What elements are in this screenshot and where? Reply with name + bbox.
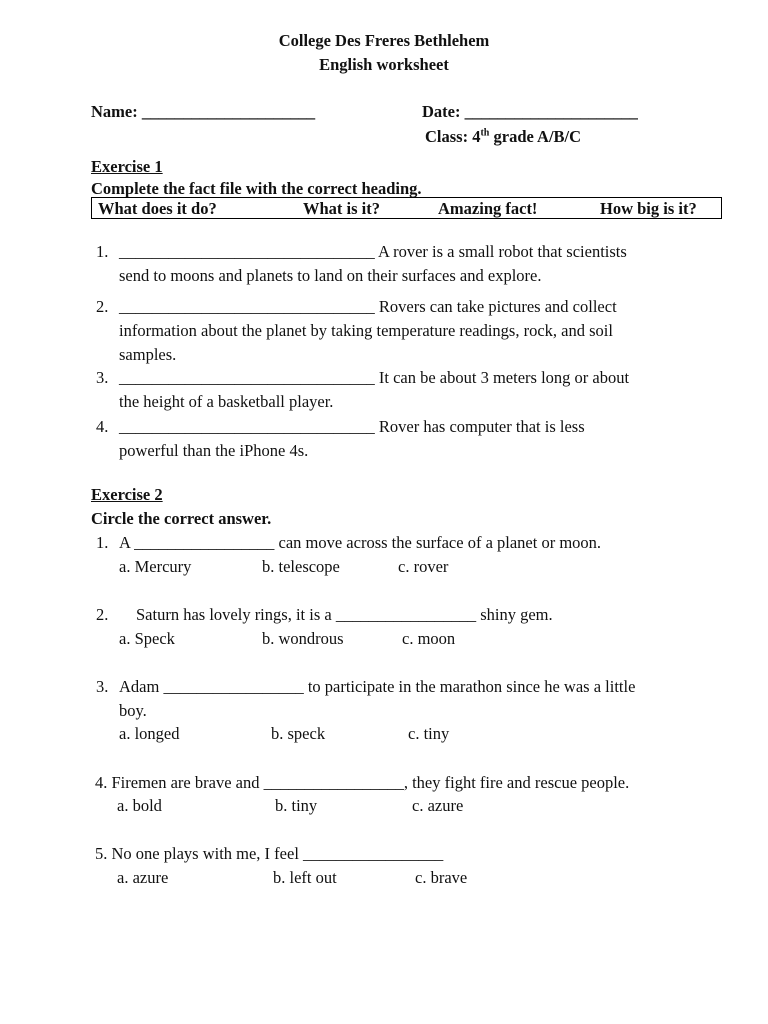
fact-item-line: send to moons and planets to land on their surfaces and explore. bbox=[119, 266, 542, 285]
headings-box bbox=[91, 197, 722, 219]
name-field: Name: _____________________ bbox=[91, 102, 316, 121]
fact-item-number: 2. bbox=[96, 297, 109, 316]
answer-option: b. speck bbox=[271, 724, 326, 743]
heading-option: Amazing fact! bbox=[438, 199, 538, 218]
answer-option: a. longed bbox=[119, 724, 180, 743]
question-text: 5. No one plays with me, I feel _________________ bbox=[95, 844, 444, 863]
answer-option: b. telescope bbox=[262, 557, 340, 576]
question-text: Adam _________________ to participate in the marathon since he was a little bbox=[119, 677, 636, 696]
fact-item-line: the height of a basketball player. bbox=[119, 392, 334, 411]
fact-item-line: powerful than the iPhone 4s. bbox=[119, 441, 309, 460]
fact-item-number: 4. bbox=[96, 417, 109, 436]
class-prefix: Class: 4 bbox=[425, 127, 481, 146]
answer-option: a. bold bbox=[117, 796, 162, 815]
question-number: 3. bbox=[96, 677, 109, 696]
fact-item-line: _______________________________ Rover has computer that is less bbox=[119, 417, 585, 436]
fact-item-number: 3. bbox=[96, 368, 109, 387]
answer-option: b. left out bbox=[273, 868, 337, 887]
answer-option: c. tiny bbox=[408, 724, 450, 743]
answer-option: c. rover bbox=[398, 557, 449, 576]
answer-option: a. azure bbox=[117, 868, 169, 887]
question-number: 1. bbox=[96, 533, 109, 552]
question-text: 4. Firemen are brave and _________________, they fight fire and rescue people. bbox=[95, 773, 630, 792]
fact-item-line: samples. bbox=[119, 345, 177, 364]
answer-option: a. Speck bbox=[119, 629, 175, 648]
question-number: 2. bbox=[96, 605, 109, 624]
exercise1-instruction: Complete the fact file with the correct heading. bbox=[91, 179, 422, 198]
answer-option: c. azure bbox=[412, 796, 464, 815]
exercise2-instruction: Circle the correct answer. bbox=[91, 509, 272, 528]
question-text-continued: boy. bbox=[119, 701, 147, 720]
question-text: A _________________ can move across the surface of a planet or moon. bbox=[119, 533, 602, 552]
answer-option: b. wondrous bbox=[262, 629, 344, 648]
heading-option: How big is it? bbox=[600, 199, 697, 218]
class-field bbox=[425, 127, 581, 147]
fact-item-number: 1. bbox=[96, 242, 109, 261]
class-suffix: grade A/B/C bbox=[489, 127, 582, 146]
answer-option: c. moon bbox=[402, 629, 456, 648]
answer-option: b. tiny bbox=[275, 796, 318, 815]
fact-item-line: _______________________________ Rovers can take pictures and collect bbox=[119, 297, 617, 316]
exercise2-title: Exercise 2 bbox=[91, 485, 163, 504]
heading-option: What does it do? bbox=[98, 199, 217, 218]
question-text: Saturn has lovely rings, it is a _________________ shiny gem. bbox=[136, 605, 553, 624]
answer-option: a. Mercury bbox=[119, 557, 192, 576]
exercise1-title: Exercise 1 bbox=[91, 157, 163, 176]
class-superscript: th bbox=[480, 127, 490, 139]
fact-item-line: information about the planet by taking temperature readings, rock, and soil bbox=[119, 321, 613, 340]
answer-option: c. brave bbox=[415, 868, 468, 887]
worksheet-title: English worksheet bbox=[319, 55, 449, 74]
school-name: College Des Freres Bethlehem bbox=[278, 31, 490, 50]
date-field: Date: _____________________ bbox=[422, 102, 638, 121]
heading-option: What is it? bbox=[303, 199, 381, 218]
fact-item-line: _______________________________ A rover is a small robot that scientists bbox=[119, 242, 627, 261]
fact-item-line: _______________________________ It can be about 3 meters long or about bbox=[119, 368, 630, 387]
